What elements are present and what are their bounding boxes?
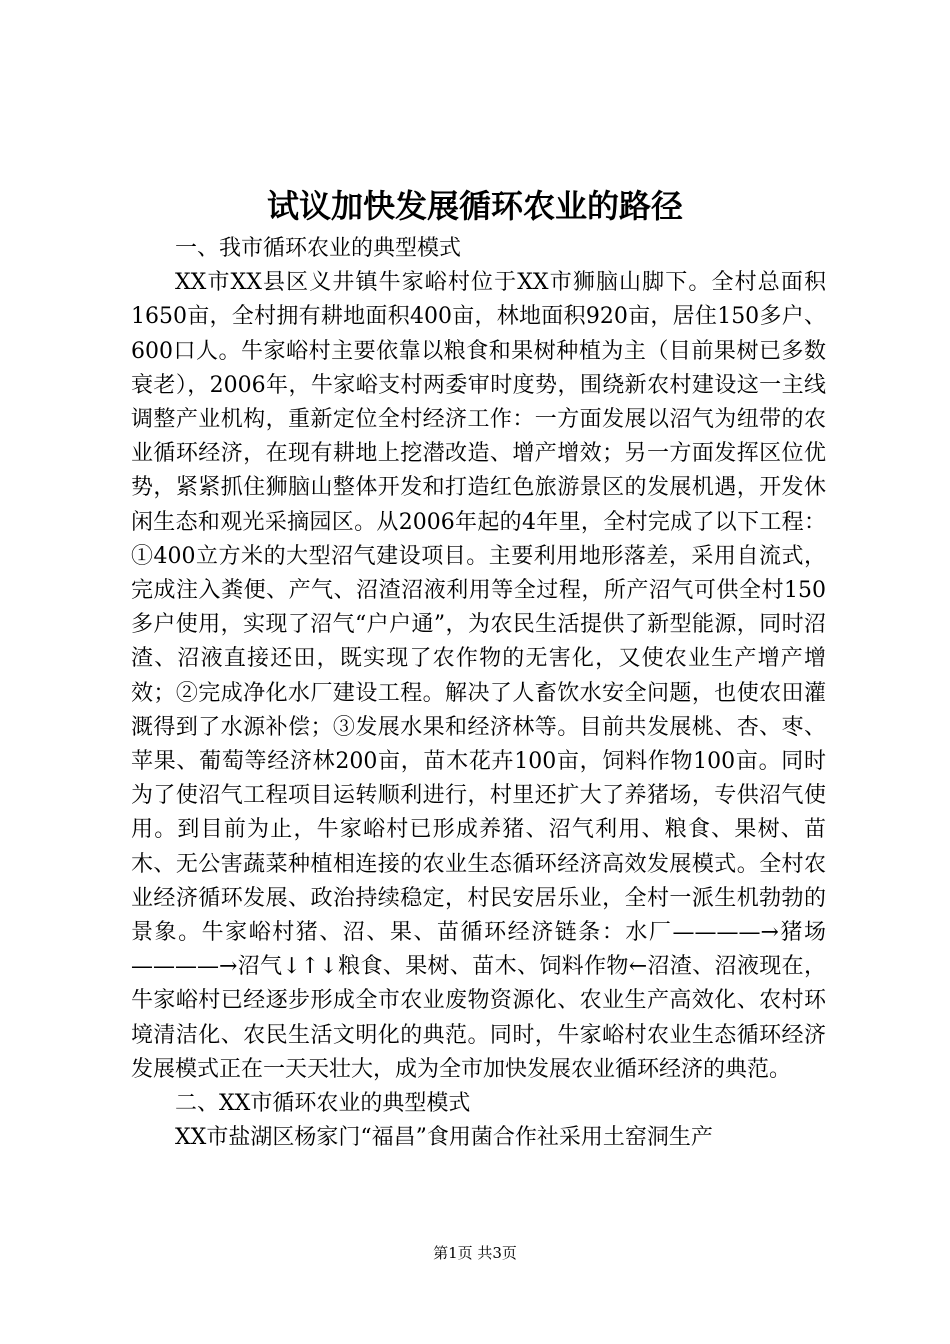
document-body	[131, 232, 826, 1155]
section2-paragraph: XX市盐湖区杨家门“福昌”食用菌合作社采用土窑洞生产	[175, 1125, 713, 1151]
section1-paragraph: XX市XX县区义井镇牛家峪村位于XX市狮脑山脚下。全村总面积1650亩，全村拥有耕地面积400亩，林地面积920亩，居住150多户、600口人。牛家峪村主要依靠以粮食和果树种植为主（目前果树已多数衰老），2006年，牛家峪支村两委审时度势，围绕新农村建设这一主线调整产业机构，重新定位全村经济工作：一方面发展以沼气为纽带的农业循环经济，在现有耕地上挖潜改造、增产增效；另一方面发挥区位优势，紧紧抓住狮脑山整体开发和打造红色旅游景区的发展机遇，开发休闲生态和观光采摘园区。从2006年起的4年里，全村完成了以下工程：①400立方米的大型沼气建设项目。主要利用地形落差，采用自流式，完成注入粪便、产气、沼渣沼液利用等全过程，所产沼气可供全村150多户使用，实现了沼气“户户通”，为农民生活提供了新型能源，同时沼渣、沼液直接还田，既实现了农作物的无害化，又使农业生产增产增效；②完成净化水厂建设工程。解决了人畜饮水安全问题，也使农田灌溉得到了水源补偿；③发展水果和经济林等。目前共发展桃、杏、枣、苹果、葡萄等经济林200亩，苗木花卉100亩，饲料作物100亩。同时为了使沼气工程项目运转顺利进行，村里还扩大了养猪场，专供沼气使用。到目前为止，牛家峪村已形成养猪、沼气利用、粮食、果树、苗木、无公害蔬菜种植相连接的农业生态循环经济高效发展模式。全村农业经济循环发展、政治持续稳定，村民安居乐业，全村一派生机勃勃的景象。牛家峪村猪、沼、果、苗循环经济链条：水厂————→猪场————→沼气↓↑↓粮食、果树、苗木、饲料作物←沼渣、沼液现在，牛家峪村已经逐步形成全市农业废物资源化、农业生产高效化、农村环境清洁化、农民生活文明化的典范。同时，牛家峪村农业生态循环经济发展模式正在一天天壮大，成为全市加快发展农业循环经济的典范。	[131, 270, 826, 1082]
section1-heading: 一、我市循环农业的典型模式	[175, 236, 462, 261]
section2-heading: 二、XX市循环农业的典型模式	[175, 1091, 471, 1117]
document-title: 试议加快发展循环农业的路径	[266, 187, 683, 225]
page-footer: 第1页 共3页	[433, 1244, 517, 1262]
